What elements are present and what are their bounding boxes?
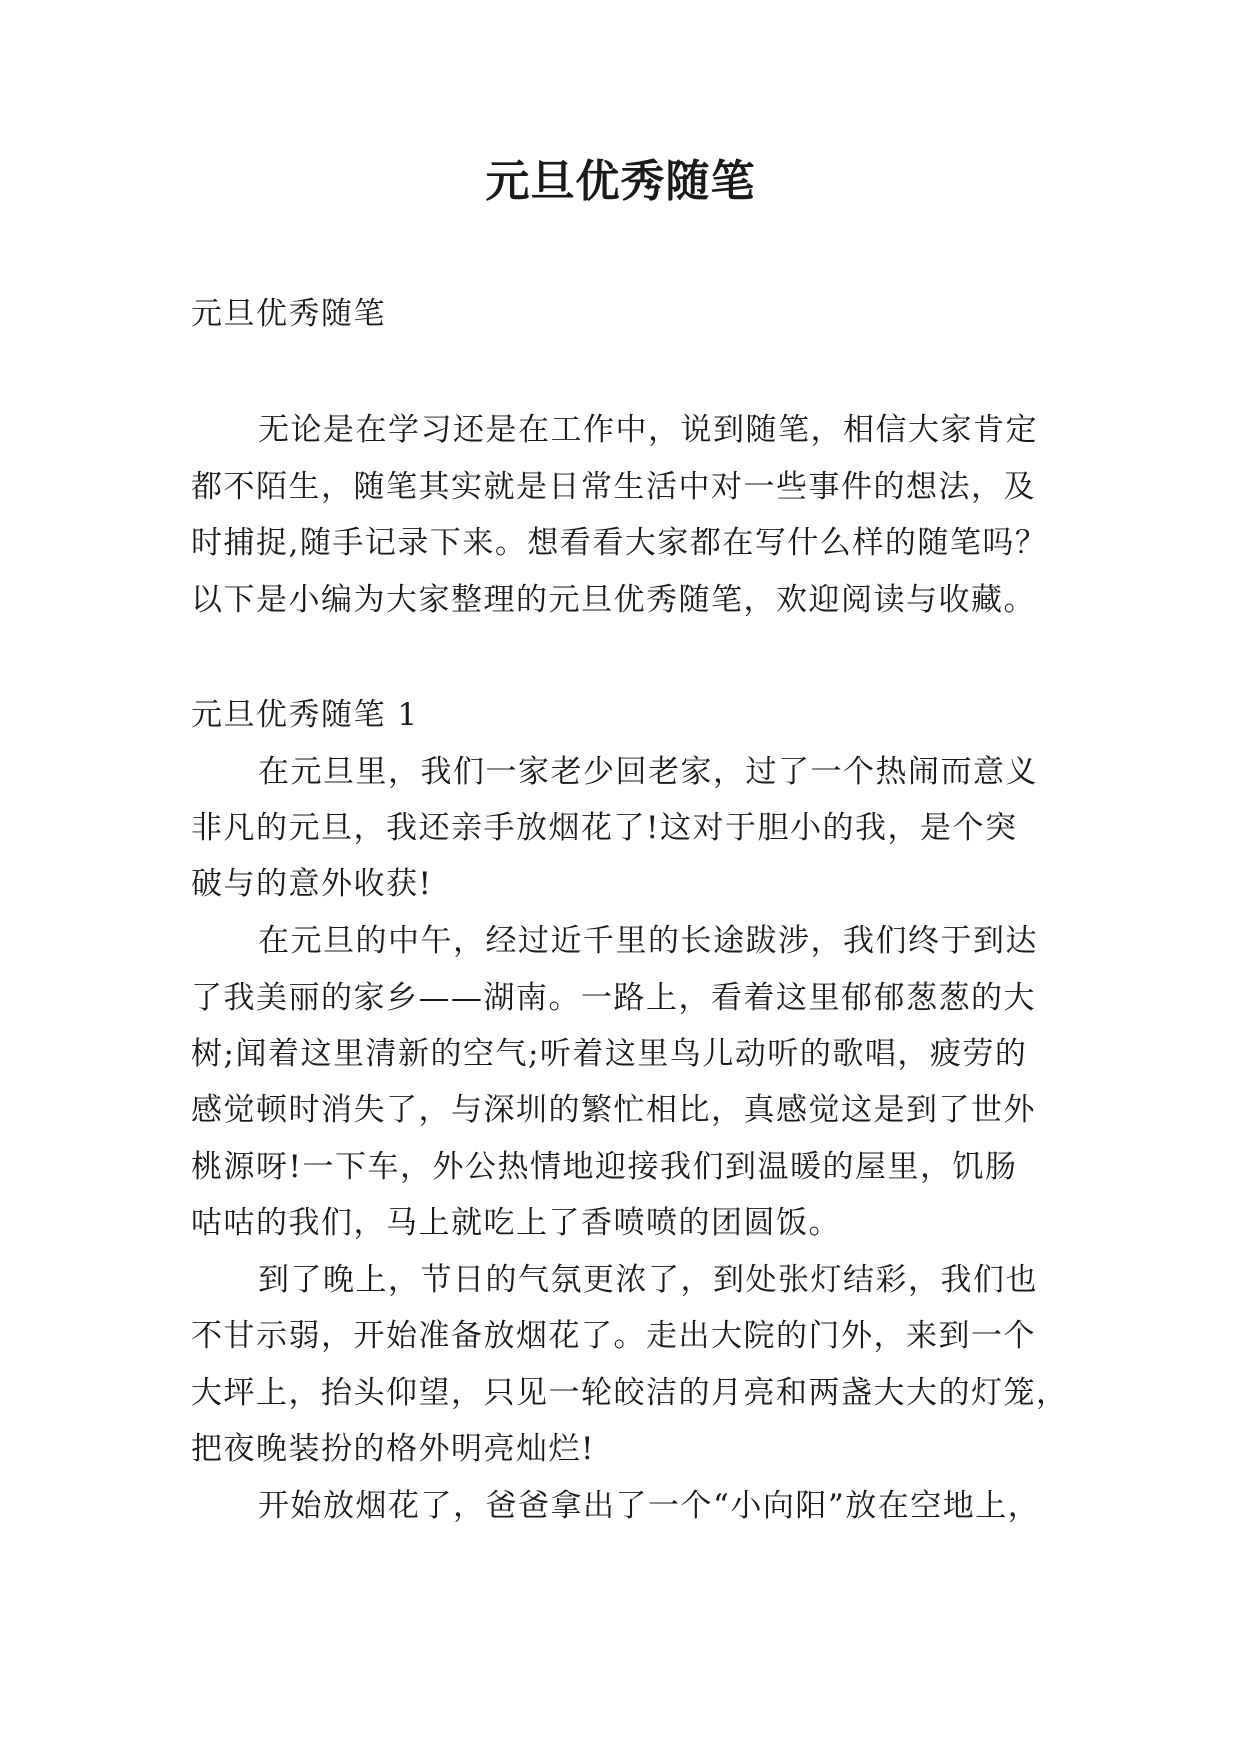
section-heading: 元旦优秀随笔 1 [191,697,419,733]
intro-line: 以下是小编为大家整理的元旦优秀随笔，欢迎阅读与收藏。 [191,582,1036,618]
paragraph-line: 大坪上，抬头仰望，只见一轮皎洁的月亮和两盏大大的灯笼， [191,1375,1069,1411]
intro-line: 时捕捉,随手记录下来。想看看大家都在写什么样的随笔吗？ [191,525,1048,561]
intro-line: 都不陌生，随笔其实就是日常生活中对一些事件的想法，及 [191,469,1036,505]
document-title: 元旦优秀随笔 [485,156,756,207]
paragraph-line: 树;闻着这里清新的空气;听着这里鸟儿动听的歌唱，疲劳的 [191,1036,1028,1072]
paragraph-line: 咕咕的我们，马上就吃上了香喷喷的团圆饭。 [191,1205,841,1241]
paragraph-line: 感觉顿时消失了，与深圳的繁忙相比，真感觉这是到了世外 [191,1092,1036,1128]
paragraph-line: 桃源呀!一下车，外公热情地迎接我们到温暖的屋里，饥肠 [191,1149,1018,1185]
paragraph-line: 开始放烟花了，爸爸拿出了一个“小向阳”放在空地上， [258,1488,1041,1524]
paragraph-line: 不甘示弱，开始准备放烟花了。走出大院的门外，来到一个 [191,1318,1036,1354]
paragraph-line: 破与的意外收获! [191,866,433,902]
intro-line: 无论是在学习还是在工作中，说到随笔，相信大家肯定 [258,412,1038,448]
paragraph-line: 在元旦里，我们一家老少回老家，过了一个热闹而意义 [258,754,1038,790]
paragraph-line: 了我美丽的家乡——湖南。一路上，看着这里郁郁葱葱的大 [191,980,1036,1016]
paragraph-line: 把夜晚装扮的格外明亮灿烂! [191,1431,595,1467]
paragraph-line: 到了晚上，节日的气氛更浓了，到处张灯结彩，我们也 [258,1262,1038,1298]
document-subtitle: 元旦优秀随笔 [191,296,386,332]
paragraph-line: 非凡的元旦，我还亲手放烟花了!这对于胆小的我，是个突 [191,810,1018,846]
paragraph-line: 在元旦的中午，经过近千里的长途跋涉，我们终于到达 [258,923,1038,959]
